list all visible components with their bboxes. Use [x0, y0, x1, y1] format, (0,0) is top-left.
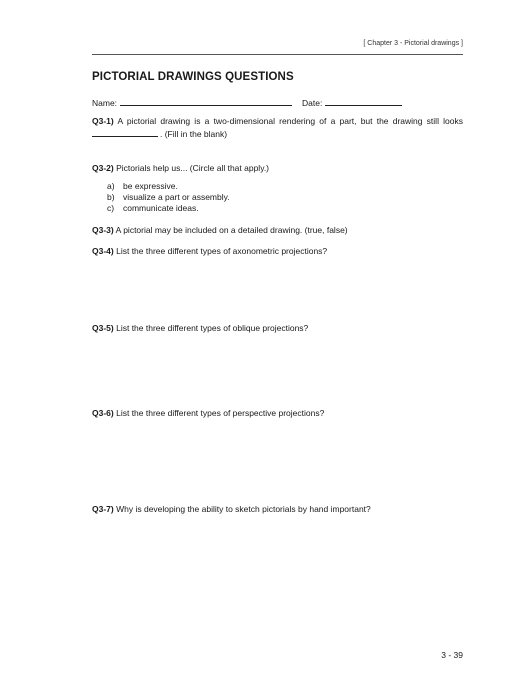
question-q3-2 [92, 163, 463, 214]
question-text: A pictorial may be included on a detailed drawing. (true, false) [115, 225, 348, 235]
option-letter: c) [107, 203, 115, 213]
date-blank[interactable] [325, 96, 402, 106]
question-number: Q3-6) [92, 408, 114, 418]
question-q3-7 [92, 504, 463, 515]
chapter-header: [ Chapter 3 - Pictorial drawings ] [363, 40, 463, 47]
question-text: Pictorials help us... (Circle all that apply.) [116, 163, 270, 173]
page-number: 3 - 39 [441, 650, 463, 660]
question-number: Q3-1) [92, 116, 114, 126]
question-text-after: . (Fill in the blank) [160, 129, 228, 139]
question-q3-1 [92, 116, 463, 140]
name-label: Name: [92, 98, 118, 108]
question-text: A pictorial drawing is a two-dimensional rendering of a part, but the drawing still looks [117, 116, 463, 126]
option-item[interactable] [107, 192, 463, 203]
question-number: Q3-3) [92, 225, 114, 235]
page-title: PICTORIAL DRAWINGS QUESTIONS [92, 71, 294, 83]
question-q3-6 [92, 408, 463, 419]
question-q3-5 [92, 323, 463, 334]
option-item[interactable] [107, 203, 463, 214]
option-text: visualize a part or assembly. [123, 192, 230, 202]
question-number: Q3-5) [92, 323, 114, 333]
option-letter: a) [107, 181, 115, 191]
date-label: Date: [302, 98, 323, 108]
worksheet-content [92, 71, 463, 515]
name-blank[interactable] [120, 96, 292, 106]
question-number: Q3-7) [92, 504, 114, 514]
question-text: List the three different types of oblique projections? [116, 323, 309, 333]
header-divider [92, 54, 463, 55]
question-number: Q3-4) [92, 246, 114, 256]
fill-in-blank[interactable] [92, 127, 158, 137]
question-text: List the three different types of perspective projections? [116, 408, 325, 418]
option-text: communicate ideas. [123, 203, 199, 213]
option-text: be expressive. [123, 181, 178, 191]
question-text: List the three different types of axonometric projections? [116, 246, 328, 256]
option-letter: b) [107, 192, 115, 202]
option-item[interactable] [107, 181, 463, 192]
answer-options [107, 181, 463, 214]
question-text: Why is developing the ability to sketch pictorials by hand important? [116, 504, 371, 514]
name-date-row [92, 96, 463, 108]
question-number: Q3-2) [92, 163, 114, 173]
question-q3-3 [92, 225, 463, 236]
question-q3-4 [92, 246, 463, 257]
